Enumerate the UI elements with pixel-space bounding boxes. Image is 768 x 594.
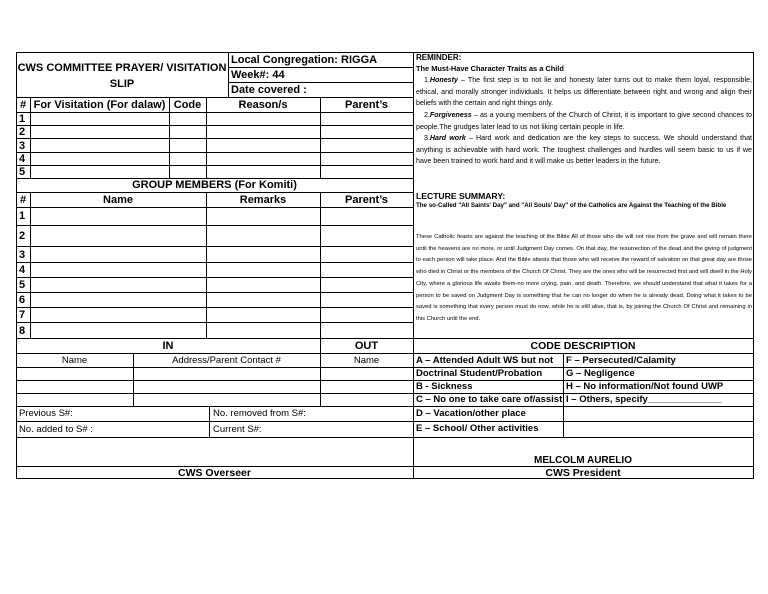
visit-row-num: 1 — [19, 113, 26, 125]
form-title-line2: SLIP — [109, 78, 135, 90]
current-sn-field[interactable]: Current S#: — [213, 424, 262, 435]
group-header-name: Name — [103, 194, 133, 206]
out-name-header: Name — [353, 355, 380, 366]
form-title-line1: CWS COMMITTEE PRAYER/ VISITATION — [17, 62, 227, 74]
group-row-num: 2 — [19, 230, 26, 242]
date-covered-label: Date covered : — [231, 84, 307, 96]
group-row-num: 8 — [19, 325, 26, 337]
added-sn-field[interactable]: No. added to S# : — [19, 424, 93, 435]
group-row-num: 1 — [19, 210, 26, 222]
form-title — [16, 60, 228, 92]
week-label: Week#: — [231, 69, 270, 81]
visit-header-parent: Parent’s — [344, 99, 388, 111]
reminder-item-num: 2. — [424, 111, 430, 119]
reminder-item-text: – as a young members of the Church of Christ, it is important to give second chances to people.The grudges later lead to us not liking certain people in life. — [416, 111, 752, 131]
date-covered-field[interactable] — [231, 84, 307, 97]
removed-sn-field[interactable]: No. removed from S#: — [213, 408, 306, 419]
in-address-header: Address/Parent Contact # — [172, 355, 281, 366]
president-name: MELCOLM AURELIO — [534, 455, 632, 466]
reminder-item-hardwork — [416, 133, 752, 168]
reminder-subheading: The Must-Have Character Traits as a Child — [416, 64, 564, 73]
reminder-item-num: 1. — [424, 76, 430, 84]
code-d: D – Vacation/other place — [416, 408, 526, 419]
visit-row-num: 3 — [19, 140, 26, 152]
out-heading: OUT — [354, 340, 379, 352]
code-f: F – Persecuted/Calamity — [566, 355, 676, 366]
code-b: B - Sickness — [416, 381, 473, 392]
reminder-item-forgiveness — [416, 110, 752, 133]
group-row-num: 4 — [19, 264, 26, 276]
visit-header-visit: For Visitation (For dalaw) — [33, 99, 166, 111]
group-header-parent: Parent’s — [344, 194, 388, 206]
code-a: A – Attended Adult WS but not — [416, 355, 554, 366]
visit-header-code: Code — [173, 99, 202, 111]
overseer-title: CWS Overseer — [178, 467, 251, 479]
reminder-item-honesty — [416, 75, 752, 110]
reminder-item-text: – The first step is to not lie and honesty later turns out to make them loyal, responsible, ethical, and morally stronger individuals. It helps us differentiate between right and wrong and align their beliefs with the certain and right things only. — [416, 76, 752, 108]
group-row-num: 3 — [19, 249, 26, 261]
code-description-title: CODE DESCRIPTION — [530, 340, 636, 352]
in-heading: IN — [162, 340, 174, 352]
visit-header-num: # — [19, 99, 27, 111]
lecture-body: These Catholic feasts are against the teaching of the Bible All of those who die will not rise from the grave and will remain there until the heavens are no more, or until Judgment Day comes. On that day, the resurrection of the dead and the giving of judgment to each person will take place. And the Bible attests that those who will receive the reward of salvation on that great day are those who died in Christ or the members of the Church Of Christ. They are the ones who will be resurrected first and will dwell in the Holy City, where a glorious life awaits them-no more crying, pain, and death. Therefore, we should understand that what it takes for a person to be saved on Judgment Day is something that he can no longer do when he is already dead. Doing what it takes to be saved is something that every person must do now, while he is still alive, that is, by joining the Church Of Christ and remaining in this Church until the end. — [416, 234, 752, 322]
lecture-heading: LECTURE SUMMARY: — [416, 191, 506, 201]
visit-row-num: 4 — [19, 153, 26, 165]
code-e: E – School/ Other activities — [416, 423, 539, 434]
congregation-field[interactable] — [231, 54, 377, 67]
group-row-num: 7 — [19, 309, 26, 321]
reminder-item-term: Forgiveness — [429, 111, 472, 119]
group-row-num: 6 — [19, 294, 26, 306]
code-c: C – No one to take care of/assist — [416, 394, 563, 405]
lecture-subheading: The so-Called "All Saints' Day" and "All Souls' Day" of the Catholics are Against the Teaching of the Bible — [416, 202, 727, 209]
code-i: I – Others, specify______________ — [566, 394, 722, 405]
congregation-value: RIGGA — [341, 54, 378, 66]
reminder-item-num: 3. — [424, 134, 430, 142]
week-field[interactable] — [231, 69, 285, 82]
reminder-item-term: Honesty — [429, 76, 458, 84]
group-row-num: 5 — [19, 279, 26, 291]
in-name-header: Name — [61, 355, 88, 366]
previous-sn-field[interactable]: Previous S#: — [19, 408, 73, 419]
group-header-remarks: Remarks — [239, 194, 287, 206]
reminder-item-term: Hard work — [429, 134, 466, 142]
visit-header-reason: Reason/s — [238, 99, 288, 111]
code-a-cont: Doctrinal Student/Probation — [416, 368, 543, 379]
reminder-item-text: – Hard work and dedication are the key steps to success. We should understand that anything is achievable with hard work. The toughest challenges and hurdles will seem basic to us if we have been trained to work hard and it will make us better leaders in the future. — [416, 134, 752, 166]
code-h: H – No information/Not found UWP — [566, 381, 724, 392]
visit-row-num: 2 — [19, 126, 26, 138]
group-title: GROUP MEMBERS (For Komiti) — [132, 179, 297, 191]
week-value: 44 — [272, 69, 285, 81]
president-title: CWS President — [545, 467, 621, 479]
visit-row-num: 5 — [19, 166, 26, 178]
congregation-label: Local Congregation: — [231, 54, 338, 66]
group-header-num: # — [19, 194, 27, 206]
reminder-heading: REMINDER: — [416, 53, 462, 62]
code-g: G – Negligence — [566, 368, 635, 379]
